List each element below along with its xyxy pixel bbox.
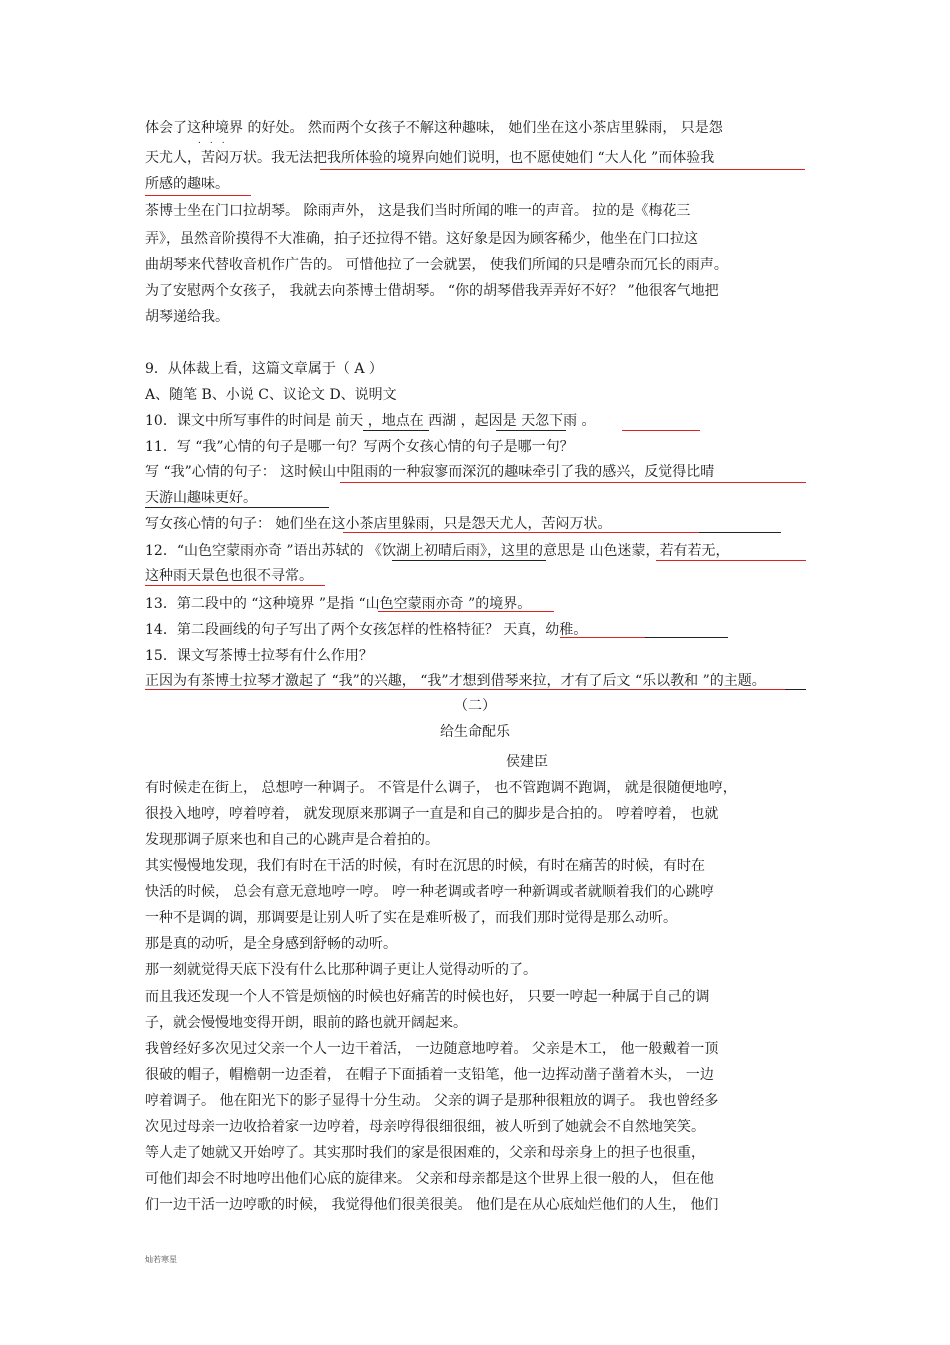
question-9: 9．从体裁上看，这篇文章属于（ A ） bbox=[145, 361, 383, 377]
passage1-underline-a bbox=[320, 169, 805, 170]
section-number: （二） bbox=[454, 698, 496, 714]
article-line: 很投入地哼，哼着哼着， 就发现原来那调子一直是和自己的脚步是合拍的。 哼着哼着， 也就 bbox=[145, 806, 719, 822]
answer-underline bbox=[622, 430, 700, 431]
article-line: 哼着调子。 他在阳光下的影子显得十分生动。 父亲的调子是那种很粗放的调子。 我也曾经多 bbox=[145, 1093, 719, 1109]
answer-line bbox=[785, 689, 806, 690]
question-11: 11．写 “我”心情的句子是哪一句？写两个女孩心情的句子是哪一句？ bbox=[145, 439, 574, 455]
article-line: 一种不是调的调，那调要是让别人听了实在是难听极了，而我们那时觉得是那么动听。 bbox=[145, 910, 677, 926]
answer-underline bbox=[560, 637, 645, 638]
article-line: 那一刻就觉得天底下没有什么比那种调子更让人觉得动听的了。 bbox=[145, 962, 537, 978]
question-10: 10．课文中所写事件的时间是 前天 ，地点在 西湖 ，起因是 天忽下雨 。 bbox=[145, 413, 596, 429]
article-line: 其实慢慢地发现，我们有时在干活的时候，有时在沉思的时候，有时在痛苦的时候，有时在 bbox=[145, 858, 705, 874]
answer-underline bbox=[343, 532, 699, 533]
question-11-answer-2: 写女孩心情的句子： 她们坐在这小茶店里躲雨，只是怨天尤人，苦闷万状。 bbox=[145, 516, 612, 532]
answer-line bbox=[645, 637, 728, 638]
passage1-line-8: 胡琴递给我。 bbox=[145, 309, 229, 325]
article-line: 可他们却会不时地哼出他们心底的旋律来。 父亲和母亲都是这个世界上很一般的人， 但在他 bbox=[145, 1171, 714, 1187]
answer-underline bbox=[145, 585, 325, 586]
article-line: 我曾经好多次见过父亲一个人一边干着活， 一边随意地哼着。 父亲是木工， 他一般戴着一顶 bbox=[145, 1041, 719, 1057]
article-line: 快活的时候， 总会有意无意地哼一哼。 哼一种老调或者哼一种新调或者就顺着我们的心跳哼 bbox=[145, 884, 714, 900]
question-9-options: A、随笔 B、小说 C、议论文 D、说明文 bbox=[145, 387, 397, 403]
passage1-line-6: 曲胡琴来代替收音机作广告的。 可惜他拉了一会就罢， 使我们所闻的只是嘈杂而冗长的雨声。 bbox=[145, 257, 728, 273]
answer-underline bbox=[656, 560, 806, 561]
footer-text: 灿若寒星 bbox=[145, 1255, 177, 1264]
answer-line bbox=[699, 532, 781, 533]
question-11-answer-1-cont: 天游山趣味更好。 bbox=[145, 490, 257, 506]
passage1-line-2: 天尤人，苦闷万状。我无法把我所体验的境界向她们说明，也不愿使她们 “大人化 ”而体验我 bbox=[145, 150, 715, 166]
question-12-cont: 这种雨天景色也很不寻常。 bbox=[145, 568, 313, 584]
question-15: 15．课文写茶博士拉琴有什么作用？ bbox=[145, 648, 373, 664]
answer-underline bbox=[340, 482, 806, 483]
question-15-answer: 正因为有茶博士拉琴才激起了 “我”的兴趣， “我”才想到借琴来拉，才有了后文 “乐以教和 ”的主题。 bbox=[145, 673, 766, 689]
passage1-line-4: 茶博士坐在门口拉胡琴。 除雨声外， 这是我们当时所闻的唯一的声音。 拉的是《梅花三 bbox=[145, 203, 691, 219]
blank-underline bbox=[496, 430, 566, 431]
passage1-line-3: 所感的趣味。 bbox=[145, 176, 229, 192]
article-line: 子，就会慢慢地变得开朗，眼前的路也就开阔起来。 bbox=[145, 1015, 467, 1031]
passage1-line-7: 为了安慰两个女孩子， 我就去向茶博士借胡琴。 “你的胡琴借我弄弄好不好？ ”他很客气地把 bbox=[145, 283, 719, 299]
article-line: 有时候走在街上， 总想哼一种调子。 不管是什么调子， 也不管跑调不跑调， 就是很随便地哼， bbox=[145, 780, 737, 796]
article-author: 侯建臣 bbox=[506, 754, 548, 770]
question-11-answer-1: 写 “我”心情的句子： 这时候山中阻雨的一种寂寥而深沉的趣味牵引了我的感兴，反觉得比晴 bbox=[145, 464, 715, 480]
article-line: 发现那调子原来也和自己的心跳声是合着拍的。 bbox=[145, 832, 439, 848]
question-13: 13．第二段中的 “这种境界 ”是指 “山色空蒙雨亦奇 ”的境界。 bbox=[145, 596, 532, 612]
article-line: 等人走了她就又开始哼了。其实那时我们的家是很困难的，父亲和母亲身上的担子也很重， bbox=[145, 1145, 705, 1161]
question-12: 12．“山色空蒙雨亦奇 ”语出苏轼的 《饮湖上初晴后雨》，这里的意思是 山色迷蒙，若有若无， bbox=[145, 543, 730, 559]
article-line: 很破的帽子，帽檐朝一边歪着， 在帽子下面插着一支铅笔，他一边挥动凿子凿着木头， 一边 bbox=[145, 1067, 714, 1083]
passage1-line-1: 体会了这种境界 的好处。 然而两个女孩子不解这种趣味， 她们坐在这小茶店里躲雨， 只是怨 bbox=[145, 120, 723, 136]
article-line: 而且我还发现一个人不管是烦恼的时候也好痛苦的时候也好， 只要一哼起一种属于自己的调 bbox=[145, 989, 710, 1005]
blank-underline bbox=[363, 430, 429, 431]
article-line: 那是真的动听，是全身感到舒畅的动听。 bbox=[145, 936, 397, 952]
answer-underline bbox=[378, 611, 554, 612]
article-title: 给生命配乐 bbox=[440, 724, 510, 740]
emphasis-dots: ... bbox=[198, 136, 234, 146]
passage1-line-5: 弄》，虽然音阶摸得不大准确，拍子还拉得不错。这好象是因为顾客稀少，他坐在门口拉这 bbox=[145, 231, 698, 247]
passage1-underline-b bbox=[145, 195, 251, 196]
blank-underline bbox=[392, 560, 546, 561]
article-line: 们一边干活一边哼歌的时候， 我觉得他们很美很美。 他们是在从心底灿烂他们的人生， 他们 bbox=[145, 1197, 719, 1213]
article-line: 次见过母亲一边收拾着家一边哼着，母亲哼得很细很细，被人听到了她就会不自然地笑笑。 bbox=[145, 1119, 705, 1135]
answer-line bbox=[145, 507, 329, 508]
question-14: 14．第二段画线的句子写出了两个女孩怎样的性格特征？ 天真，幼稚。 bbox=[145, 622, 588, 638]
answer-underline bbox=[145, 689, 785, 690]
